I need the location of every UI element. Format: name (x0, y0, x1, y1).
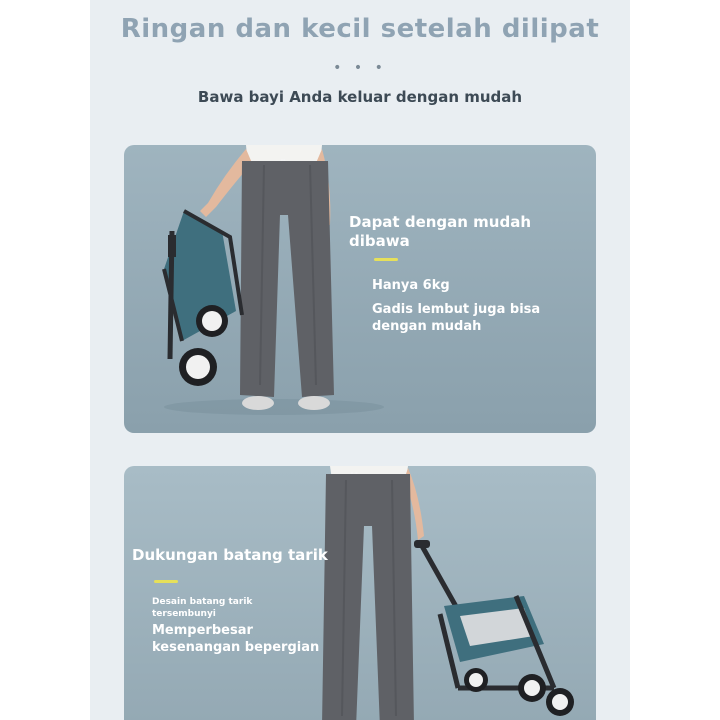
pull-rod-illustration (124, 466, 596, 720)
pull-rod-heading: Dukungan batang tarik (132, 546, 328, 564)
weight-label: Hanya 6kg (372, 278, 450, 293)
dots-divider: • • • (333, 60, 387, 76)
pull-rod-description: Memperbesar kesenangan bepergian (152, 623, 320, 655)
product-page (90, 0, 630, 720)
carry-description: Gadis lembut juga bisa dengan mudah (372, 302, 541, 334)
feature-card-carry (124, 145, 596, 433)
page-title: Ringan dan kecil setelah dilipat (120, 14, 600, 44)
accent-bar (154, 580, 178, 583)
carry-heading: Dapat dengan mudah dibawa (349, 213, 532, 250)
accent-bar (374, 258, 398, 261)
feature-card-pull-rod (124, 466, 596, 720)
carry-illustration (124, 145, 596, 433)
pull-rod-caption: Desain batang tarik tersembunyi (152, 597, 253, 619)
page-subtitle: Bawa bayi Anda keluar dengan mudah (197, 88, 523, 106)
